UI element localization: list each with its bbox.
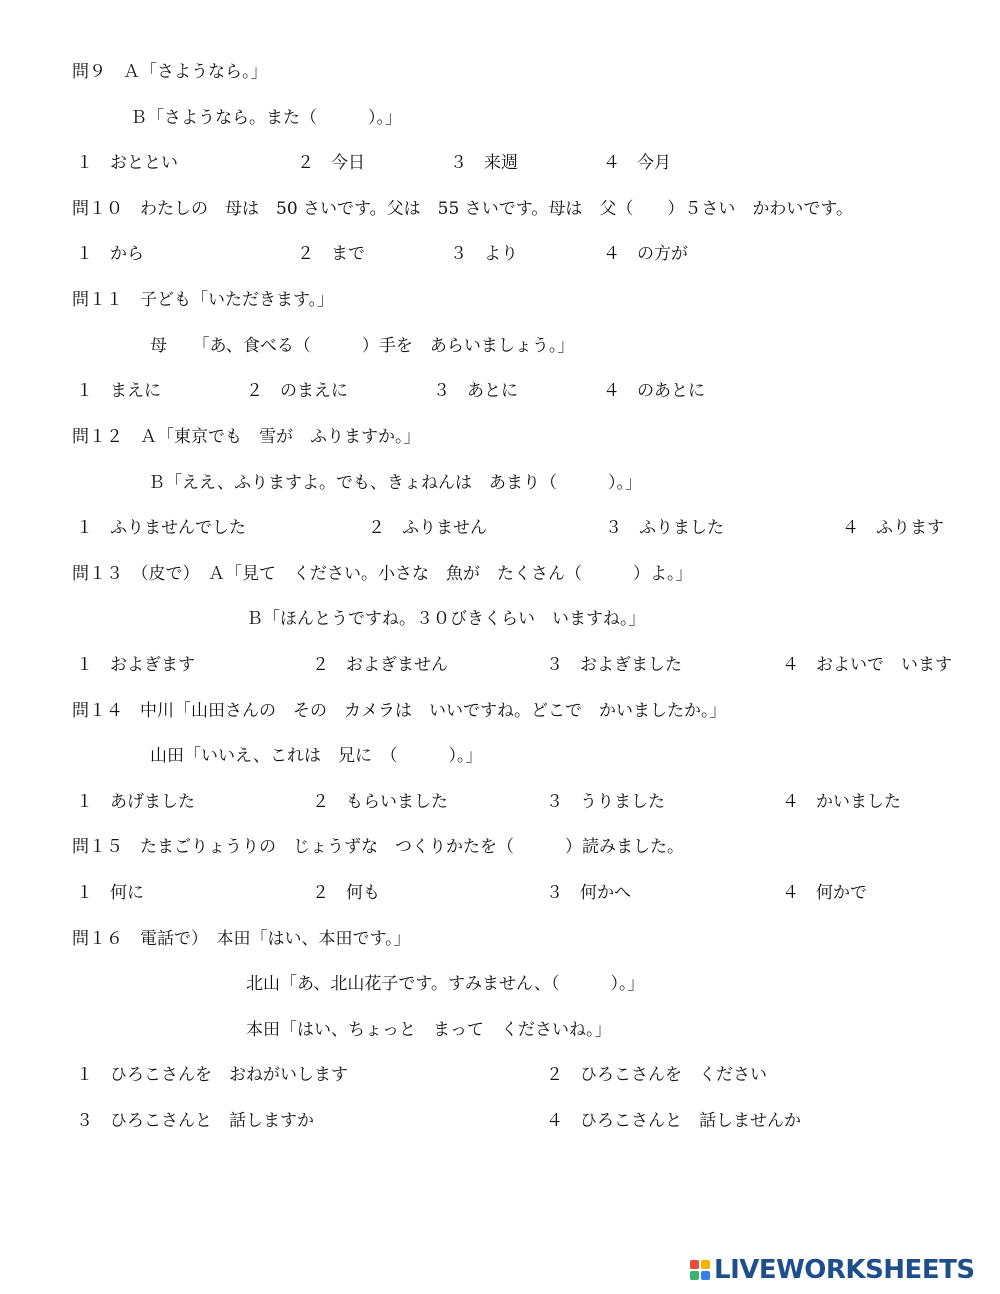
question-16-line-c: 本田「はい、ちょっと まって くださいね。」	[246, 1020, 612, 1040]
question-14-line-b: 山田「いいえ、これは 兄に （ ）。」	[150, 746, 483, 766]
question-13-choice-2: ２ およぎません	[312, 655, 448, 675]
question-14-choice-3: ３ うりました	[546, 792, 665, 812]
question-9-line-a: 問９ Ａ「さようなら。」	[72, 62, 268, 82]
question-15-choice-1: １ 何に	[76, 883, 144, 903]
question-15-choice-2: ２ 何も	[312, 883, 380, 903]
question-13-line-a: 問１３ （皮で） Ａ「見て ください。小さな 魚が たくさん（ ）よ。」	[72, 564, 693, 584]
question-9-choices: １ おととい ２ 今日 ３ 来週 ４ 今月	[76, 153, 671, 173]
question-16-line-b: 北山「あ、北山花子です。すみません、（ ）。」	[246, 974, 645, 994]
question-16-choice-1: １ ひろこさんを おねがいします	[76, 1065, 348, 1085]
question-16-line-a: 問１６ 電話で） 本田「はい、本田です。」	[72, 929, 411, 949]
question-15-choice-4: ４ 何かで	[782, 883, 867, 903]
question-13-choice-4: ４ およいで います	[782, 655, 952, 675]
question-14-choice-1: １ あげました	[76, 792, 195, 812]
question-12-line-a: 問１２ Ａ「東京でも 雪が ふりますか。」	[72, 427, 421, 447]
question-16-choice-2: ２ ひろこさんを ください	[546, 1065, 767, 1085]
question-15-choice-3: ３ 何かへ	[546, 883, 631, 903]
question-12-choice-3: ３ ふりました	[605, 518, 724, 538]
logo-text: LIVEWORKSHEETS	[714, 1255, 975, 1285]
question-12-choice-2: ２ ふりません	[368, 518, 487, 538]
question-11-choices: １ まえに ２ のまえに ３ あとに ４ のあとに	[76, 381, 705, 401]
question-10-stem: 問１０ わたしの 母は 50 さいです。父は 55 さいです。母は 父（ ）５さい かわいです。	[72, 199, 853, 219]
logo-mark-icon	[690, 1260, 710, 1280]
question-14-choice-4: ４ かいました	[782, 792, 901, 812]
question-13-choice-1: １ およぎます	[76, 655, 195, 675]
question-16-choice-4: ４ ひろこさんと 話しませんか	[546, 1111, 801, 1131]
question-13-line-b: Ｂ「ほんとうですね。３０びきくらい いますね。」	[246, 609, 646, 629]
question-13-choice-3: ３ およぎました	[546, 655, 682, 675]
question-10-choices: １ から ２ まで ３ より ４ の方が	[76, 244, 688, 264]
liveworksheets-logo	[690, 1254, 975, 1286]
question-12-choice-1: １ ふりませんでした	[76, 518, 246, 538]
question-14-choice-2: ２ もらいました	[312, 792, 448, 812]
question-14-line-a: 問１４ 中川「山田さんの その カメラは いいですね。どこで かいましたか。」	[72, 701, 727, 721]
question-12-line-b: Ｂ「ええ、ふりますよ。でも、きょねんは あまり（ ）。」	[148, 473, 643, 493]
question-11-line-b: 母 「あ、食べる（ ）手を あらいましょう。」	[150, 336, 575, 356]
question-15-stem: 問１５ たまごりょうりの じょうずな つくりかたを（ ）読みました。	[72, 837, 684, 857]
question-11-line-a: 問１１ 子ども「いただきます。」	[72, 290, 335, 310]
question-9-line-b: Ｂ「さようなら。また（ ）。」	[130, 108, 402, 128]
question-16-choice-3: ３ ひろこさんと 話しますか	[76, 1111, 314, 1131]
question-12-choice-4: ４ ふります	[842, 518, 944, 538]
